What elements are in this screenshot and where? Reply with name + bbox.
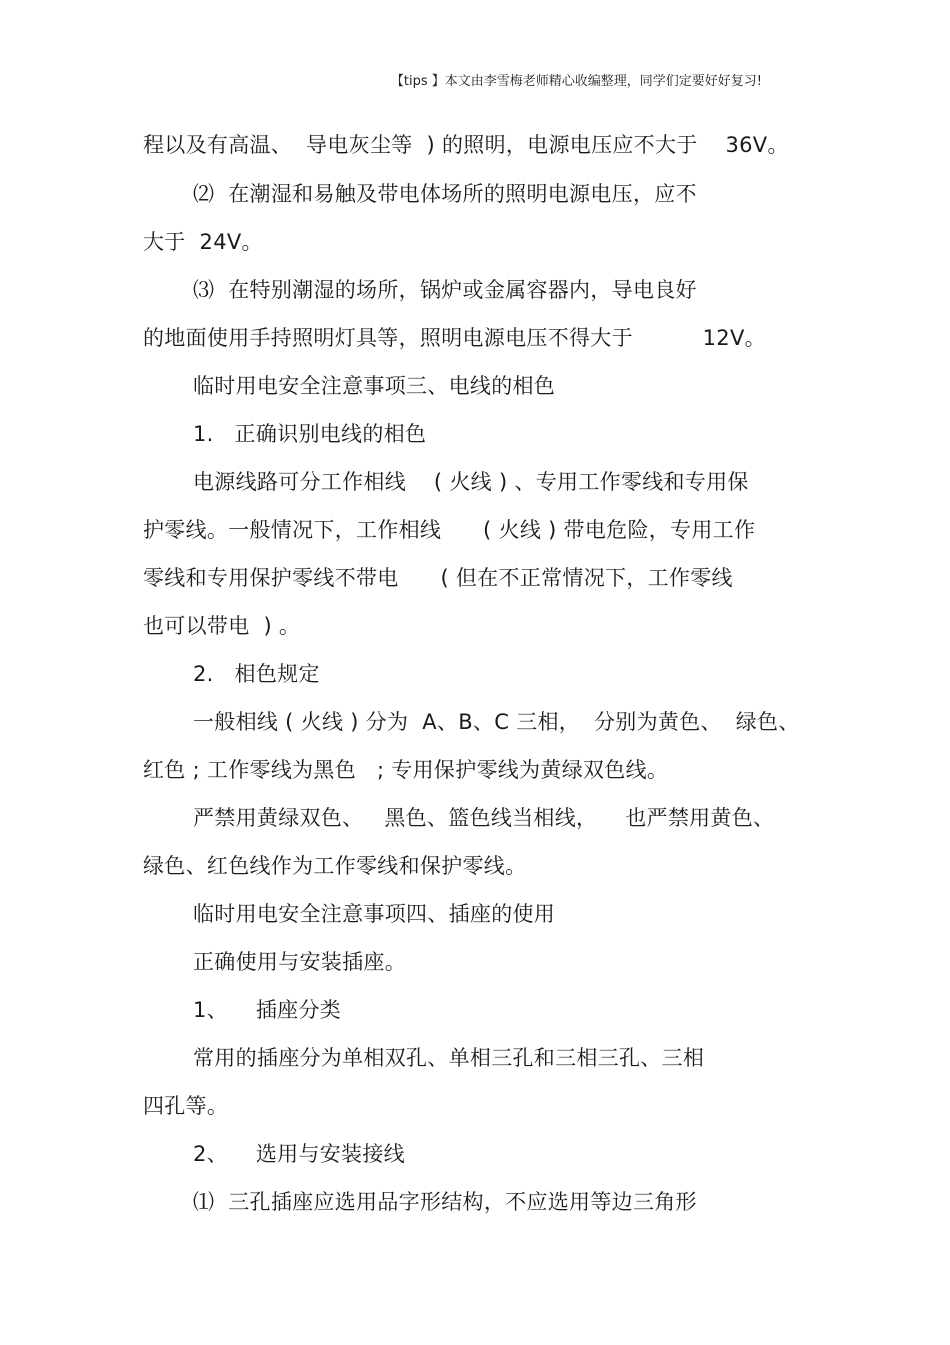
subsection-heading: 2、 选用与安装接线 (193, 1142, 405, 1166)
subsection-heading: 1、 插座分类 (193, 998, 342, 1022)
text-line: 零线和专用保护零线不带电 ( 但在不正常情况下，工作零线 (143, 566, 733, 590)
text-line: 一般相线 ( 火线 ) 分为 A、B、C 三相， 分别为黄色、 绿色、 (193, 710, 800, 734)
text-line: ⑶ 在特别潮湿的场所，锅炉或金属容器内，导电良好 (193, 278, 697, 302)
text-line: 严禁用黄绿双色、 黑色、篮色线当相线， 也严禁用黄色、 (193, 806, 775, 830)
section-heading: 临时用电安全注意事项三、电线的相色 (193, 374, 556, 398)
subsection-heading: 1. 正确识别电线的相色 (193, 422, 427, 446)
text-line: 也可以带电 ) 。 (143, 614, 301, 638)
text-line: 程以及有高温、 导电灰尘等 ) 的照明，电源电压应不大于 36V。 (143, 133, 789, 157)
header-note: 【tips 】本文由李雪梅老师精心收编整理，同学们定要好好复习! (390, 74, 762, 89)
subsection-heading: 2. 相色规定 (193, 662, 320, 686)
text-line: 护零线。一般情况下，工作相线 ( 火线 ) 带电危险，专用工作 (143, 518, 756, 542)
text-line: 电源线路可分工作相线 ( 火线 ) 、专用工作零线和专用保 (193, 470, 749, 494)
text-line: 绿色、红色线作为工作零线和保护零线。 (143, 854, 527, 878)
text-line: 红色 ; 工作零线为黑色 ; 专用保护零线为黄绿双色线。 (143, 758, 669, 782)
section-heading: 临时用电安全注意事项四、插座的使用 (193, 902, 556, 926)
text-line: 常用的插座分为单相双孔、单相三孔和三相三孔、三相 (193, 1046, 705, 1070)
text-line: ⑴ 三孔插座应选用品字形结构，不应选用等边三角形 (193, 1190, 697, 1214)
text-line: 的地面使用手持照明灯具等，照明电源电压不得大于 12V。 (143, 326, 766, 350)
text-line: 正确使用与安装插座。 (193, 950, 406, 974)
text-line: 大于 24V。 (143, 230, 263, 254)
text-line: ⑵ 在潮湿和易触及带电体场所的照明电源电压，应不 (193, 182, 697, 206)
text-line: 四孔等。 (143, 1094, 229, 1118)
